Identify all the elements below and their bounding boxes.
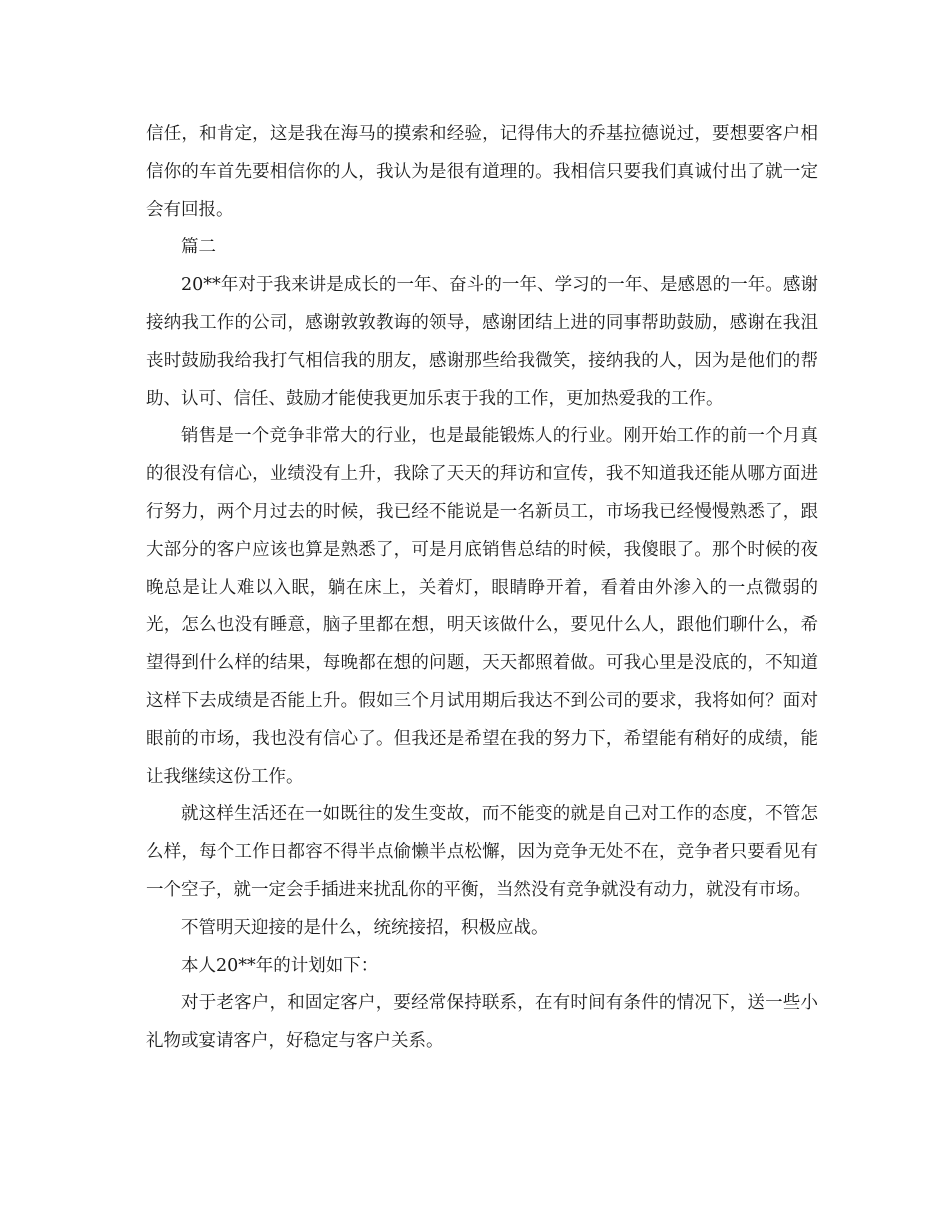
paragraph-plan-intro: 本人20**年的计划如下： — [181, 955, 379, 976]
paragraph-trust-conclusion: 信任，和肯定，这是我在海马的摸索和经验，记得伟大的乔基拉德说过，要想要客户相信你的车首先要相信你的人，我认为是很有道理的。我相信只要我们真诚付出了就一定会有回报。 — [146, 124, 818, 220]
paragraph-gratitude: 20**年对于我来讲是成长的一年、奋斗的一年、学习的一年、是感恩的一年。感谢接纳我工作的公司，感谢敦敦教诲的领导，感谢团结上进的同事帮助鼓励，感谢在我沮丧时鼓励我给我打气相信我的朋友，感谢那些给我微笑，接纳我的人，因为是他们的帮助、认可、信任、鼓励才能使我更加乐衷于我的工作，更加热爱我的工作。 — [146, 275, 818, 409]
paragraph-face-challenges: 不管明天迎接的是什么，统统接招，积极应战。 — [181, 917, 549, 938]
paragraph-sales-experience: 销售是一个竞争非常大的行业，也是最能锻炼人的行业。刚开始工作的前一个月真的很没有信心，业绩没有上升，我除了天天的拜访和宣传，我不知道我还能从哪方面进行努力，两个月过去的时候，我已经不能说是一名新员工，市场我已经慢慢熟悉了，跟大部分的客户应该也算是熟悉了，可是月底销售总结的时候，我傻眼了。那个时候的夜晚总是让人难以入眠，躺在床上，关着灯，眼睛睁开着，看着由外渗入的一点微弱的光，怎么也没有睡意，脑子里都在想，明天该做什么，要见什么人，跟他们聊什么，希望得到什么样的结果，每晚都在想的问题，天天都照着做。可我心里是没底的，不知道这样下去成绩是否能上升。假如三个月试用期后我达不到公司的要求，我将如何？面对眼前的市场，我也没有信心了。但我还是希望在我的努力下，希望能有稍好的成绩，能让我继续这份工作。 — [146, 426, 818, 787]
paragraph-work-attitude: 就这样生活还在一如既往的发生变故，而不能变的就是自己对工作的态度，不管怎么样，每个工作日都容不得半点偷懒半点松懈，因为竞争无处不在，竞争者只要看见有一个空子，就一定会手插进来扰乱你的平衡，当然没有竞争就没有动力，就没有市场。 — [146, 804, 818, 900]
paragraph-plan-old-customers: 对于老客户，和固定客户，要经常保持联系，在有时间有条件的情况下，送一些小礼物或宴请客户，好稳定与客户关系。 — [146, 993, 818, 1052]
section-heading-part-two: 篇二 — [181, 237, 216, 258]
document-page — [146, 116, 818, 1061]
